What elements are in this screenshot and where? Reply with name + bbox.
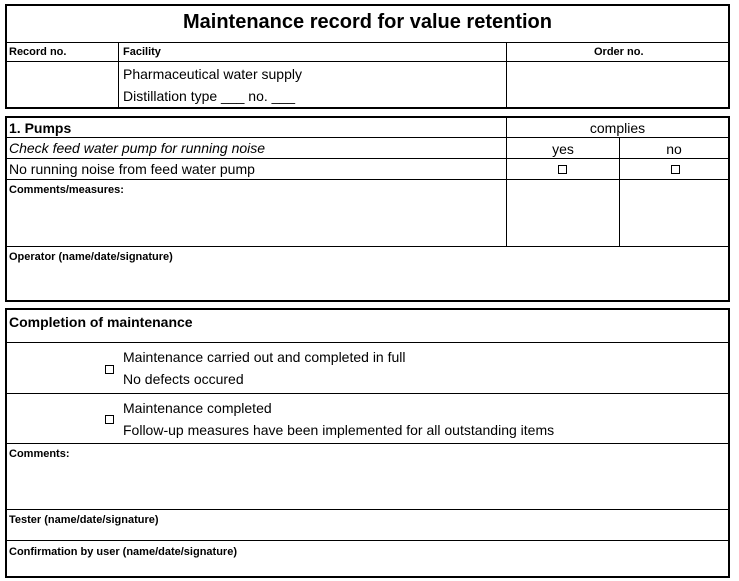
option2-line2: Follow-up measures have been implemented for all outstanding items: [123, 422, 555, 438]
comments-label: Comments:: [9, 448, 70, 460]
header-section: [5, 4, 730, 109]
completed-with-followup-checkbox[interactable]: [105, 415, 114, 424]
no-checkbox[interactable]: [671, 165, 680, 174]
facility-value-line1: Pharmaceutical water supply: [123, 66, 302, 82]
completion-title: Completion of maintenance: [9, 314, 193, 330]
option2-line1: Maintenance completed: [123, 400, 272, 416]
order-no-field[interactable]: [509, 64, 725, 106]
check-instruction: Check feed water pump for running noise: [9, 140, 266, 156]
option1-line1: Maintenance carried out and completed in full: [123, 349, 406, 365]
divider: [7, 342, 728, 343]
divider: [7, 443, 728, 444]
divider: [7, 393, 728, 394]
yes-label: yes: [552, 141, 574, 157]
complies-label: complies: [589, 120, 646, 136]
criterion-text: No running noise from feed water pump: [9, 161, 255, 177]
divider: [7, 42, 728, 43]
order-no-label: Order no.: [594, 46, 644, 58]
confirmation-label: Confirmation by user (name/date/signature): [9, 546, 237, 558]
no-label: no: [666, 141, 682, 157]
tester-signature-field[interactable]: [9, 527, 725, 538]
operator-label: Operator (name/date/signature): [9, 251, 173, 263]
pumps-title: 1. Pumps: [9, 120, 72, 136]
comments-measures-field[interactable]: [9, 198, 503, 244]
divider: [7, 540, 728, 541]
divider: [7, 509, 728, 510]
facility-value-line2: Distillation type ___ no. ___: [123, 88, 295, 104]
completed-in-full-checkbox[interactable]: [105, 365, 114, 374]
facility-label: Facility: [123, 46, 161, 58]
option1-line2: No defects occured: [123, 371, 244, 387]
tester-label: Tester (name/date/signature): [9, 514, 159, 526]
divider: [7, 246, 728, 247]
operator-signature-field[interactable]: [9, 265, 725, 299]
divider: [506, 118, 507, 246]
divider: [118, 42, 119, 107]
pumps-section: [5, 116, 730, 302]
comments-field[interactable]: [9, 462, 725, 506]
completion-section: [5, 308, 730, 578]
divider: [7, 61, 728, 62]
record-no-label: Record no.: [9, 46, 67, 58]
record-no-field[interactable]: [9, 64, 115, 106]
page-title: Maintenance record for value retention: [183, 11, 552, 33]
divider: [506, 42, 507, 107]
yes-checkbox[interactable]: [558, 165, 567, 174]
confirmation-signature-field[interactable]: [9, 560, 725, 574]
comments-measures-label: Comments/measures:: [9, 184, 124, 196]
